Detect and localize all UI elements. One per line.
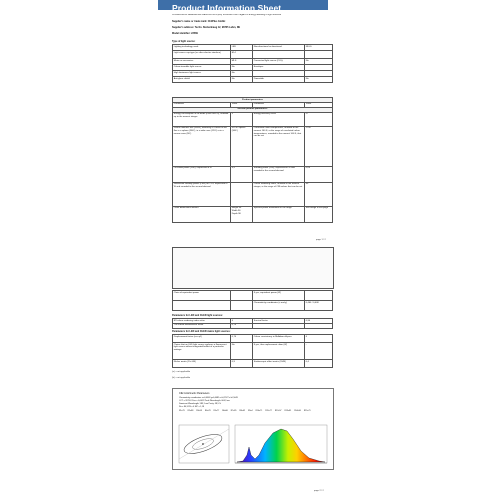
value-replacement-claim-w: - xyxy=(305,343,333,360)
param-replacement-claim-w: If yes, then replacement claim (W) xyxy=(253,343,305,360)
empty-cell xyxy=(231,301,253,311)
param-replacement-claim: Claims that an LED light source replaces a fluorescent light source without integrated ballast of a particular wattage xyxy=(173,343,231,360)
type-value-cell: No xyxy=(305,59,333,65)
value-on-mode-power: 4,5 xyxy=(231,166,253,182)
dim-height: Height 46 xyxy=(231,207,242,210)
ri-value: R7=85 xyxy=(230,410,237,412)
value-energy-class: G xyxy=(305,112,333,126)
type-value-cell: No xyxy=(305,77,333,83)
value-equivalent-power xyxy=(231,291,253,301)
page-number-2: page 2 / 2 xyxy=(314,490,324,492)
type-param-cell: Colour-tuneable light source: xyxy=(173,65,231,71)
supplier-name: Supplier's name or trade mark: ChilPlus GmbH xyxy=(172,20,226,23)
ri-value: R9=4 xyxy=(248,410,253,412)
value-flicker: 0,9 xyxy=(231,360,253,368)
value-cri: 80 xyxy=(305,182,333,206)
value-colour-consistency: 6 xyxy=(305,335,333,343)
value-displacement-factor: 0,70 xyxy=(231,335,253,343)
type-value-cell: No xyxy=(231,77,253,83)
type-value-cell: No xyxy=(231,71,253,77)
mains-table xyxy=(172,334,333,368)
value-stroboscopic: 0,4 xyxy=(305,360,333,368)
type-value-cell: No xyxy=(231,65,253,71)
value-cct: 2700 xyxy=(305,126,333,166)
ri-value: R1=79 xyxy=(179,410,185,412)
value-networked-standby xyxy=(231,182,253,206)
param-survival-factor: Survival factor xyxy=(253,319,305,324)
param-networked-standby: Networked standby power (Pnet) for CLS, expressed in W and rounded to the second decimal xyxy=(173,182,231,206)
param-r9: R9 colour rendering index value xyxy=(173,319,231,324)
col-header-value-2: Value xyxy=(305,102,333,107)
param-cct: Correlated colour temperature, rounded to the nearest 100 K, or the range of correlated colour temperatures, rounded to the nearest 100 K, that can be set xyxy=(253,126,305,166)
supplier-address: Supplier's address: Techn. Beckenhaug 12, 98765 Lahm, DE xyxy=(172,26,241,29)
empty-cell xyxy=(173,301,231,311)
param-stroboscopic: Stroboscopic effect metric (SVM) xyxy=(253,360,305,368)
type-heading: Type of light source: xyxy=(172,40,196,43)
value-chromaticity: 0,460 / 0,408 xyxy=(305,301,333,311)
ri-value: R15=71 xyxy=(303,410,311,412)
type-value-cell: E14 xyxy=(231,51,253,59)
type-param-cell: High luminance light source: xyxy=(173,71,231,77)
param-cri: Colour rendering index, rounded to the nearest integer, or the range of CRI-values that can be set xyxy=(253,182,305,206)
type-param-cell: Non-directional or directional: xyxy=(253,45,305,51)
value-lumen-maintenance: 0,79 xyxy=(231,323,253,328)
page-number-1: page 1 / 2 xyxy=(316,239,326,241)
ri-value: R11=77 xyxy=(265,410,272,412)
type-param-cell: Dimmable: xyxy=(253,77,305,83)
empty-cell xyxy=(253,323,305,328)
param-spectral-distribution: Spectral power distribution in the range xyxy=(253,206,305,222)
type-value-cell xyxy=(305,51,333,59)
col-header-parameter-2: Parameter xyxy=(253,102,305,107)
param-equivalent-power: Claim of equivalent power xyxy=(173,291,231,301)
footnote-a: (a) - not applicable xyxy=(172,371,191,373)
type-param-cell: Mains or non-mains: xyxy=(173,59,231,65)
col-header-value-1: Value xyxy=(231,102,253,107)
spd-heading: CIE Colorimetric Parameters xyxy=(179,392,210,395)
ri-value: R4=78 xyxy=(204,410,211,412)
dim-depth: Depth 96 xyxy=(231,212,241,215)
mains-parameters-heading: Parameters for LED and OLED mains light sources: xyxy=(172,330,231,333)
type-row xyxy=(173,51,333,59)
footnote-b: (b) - not applicable xyxy=(172,377,191,379)
product-information-sheet xyxy=(158,0,328,500)
param-flicker: Flicker metric (Pst LM) xyxy=(173,360,231,368)
ri-value: R5=77 xyxy=(213,410,220,412)
spd-info-line-2: CCT = 2679 K Duv = 0,0012 Peak Wavelength: 604,9 nm xyxy=(179,400,230,402)
type-param-cell: Lighting technology used: xyxy=(173,45,231,51)
type-row xyxy=(173,77,333,83)
empty-cell xyxy=(305,323,333,328)
page-title: Product Information Sheet xyxy=(172,3,282,13)
param-chromaticity: Chromaticity coordinates (x and y) xyxy=(253,301,305,311)
value-replacement-claim: No xyxy=(231,343,253,360)
type-value-cell: LED xyxy=(231,45,253,51)
value-dimensions xyxy=(231,206,253,222)
ri-value: R2=88 xyxy=(187,410,194,412)
value-equivalent-power-w xyxy=(305,291,333,301)
ri-value: R8=62 xyxy=(239,410,245,412)
ri-value: R10=71 xyxy=(255,410,263,412)
led-table xyxy=(172,318,333,329)
value-survival-factor: 0,90 xyxy=(305,319,333,324)
regulation-reference: COMMISSION DELEGATED REGULATION (EU) 2019/2015 with regard to energy labelling of light sources xyxy=(172,14,282,16)
spd-info-line-1: Chromaticity coordinates: x=0,4603 y=0,4085 u'=0,2527 v'=0,5045 xyxy=(179,397,238,399)
param-displacement-factor: Displacement factor (cos φ1) xyxy=(173,335,231,343)
ri-value: R12=57 xyxy=(274,410,282,412)
ri-value: R13=81 xyxy=(284,410,292,412)
ri-value: R3=93 xyxy=(196,410,202,412)
ri-value: R6=80 xyxy=(222,410,228,412)
param-lumen-maintenance: The lumen maintenance factor xyxy=(173,323,231,328)
spd-info-line-3: Dominant Wavelength: 583,1 nm Purity: 58,5 % xyxy=(179,403,222,405)
param-energy-consumption: Energy consumption in on-mode (kWh/1000 h), rounded up to the nearest integer xyxy=(173,112,231,126)
type-param-cell: Anti-glare shield: xyxy=(173,77,231,83)
value-luminous-flux: 420 in Sphere (360°) xyxy=(231,126,253,166)
type-param-cell: Connected light source (CLS): xyxy=(253,59,305,65)
type-table xyxy=(172,44,333,83)
chromaticity-diagram xyxy=(179,425,229,463)
type-value-cell: NDLS xyxy=(305,45,333,51)
param-standby-power: Standby power (Psb), expressed in W and rounded to the second decimal xyxy=(253,166,305,182)
spd-info-line-4: Ra = 80,3 R9 = 4 S/P = 1,18 xyxy=(179,406,205,408)
param-outer-dimensions: Outer dimensions without xyxy=(173,206,231,222)
equivalence-table xyxy=(172,290,333,311)
model-identifier: Model identifier: 22589 xyxy=(172,32,198,35)
type-param-cell: Envelope: xyxy=(253,65,305,71)
led-parameters-heading: Parameters for LED and OLED light sources: xyxy=(172,314,223,317)
type-param-cell xyxy=(253,51,305,59)
parameters-table xyxy=(172,97,333,223)
type-value-cell: MLS xyxy=(231,59,253,65)
general-parameters-heading: General product parameters: xyxy=(173,107,333,112)
continuation-block xyxy=(172,247,334,289)
parameters-heading: Product parameters xyxy=(173,98,333,103)
ri-value: R14=96 xyxy=(294,410,301,412)
value-r9: 4 xyxy=(231,319,253,324)
param-colour-consistency: Colour consistency in McAdam ellipses xyxy=(253,335,305,343)
param-on-mode-power: On-mode power (Pon), expressed in W xyxy=(173,166,231,182)
col-header-parameter-1: Parameter xyxy=(173,102,231,107)
spectral-panel xyxy=(172,388,334,470)
dim-width: Width 96 xyxy=(231,209,241,212)
value-energy-consumption: 5 xyxy=(231,112,253,126)
spectral-power-distribution xyxy=(235,425,327,463)
value-spectral-distribution: See image in last page xyxy=(305,206,333,222)
value-standby-power: 0,00 xyxy=(305,166,333,182)
param-equivalent-power-w: If yes, equivalent power (W) xyxy=(253,291,305,301)
spd-graphics xyxy=(173,389,333,469)
param-luminous-flux: Useful luminous flux (Φuse), indicating if it refers to the flux in a sphere (360°), in a wide cone (120°) or in a narrow cone (90°) xyxy=(173,126,231,166)
type-param-cell: Light source cap-type (or other electric interface) xyxy=(173,51,231,59)
param-energy-class: Energy efficiency class xyxy=(253,112,305,126)
